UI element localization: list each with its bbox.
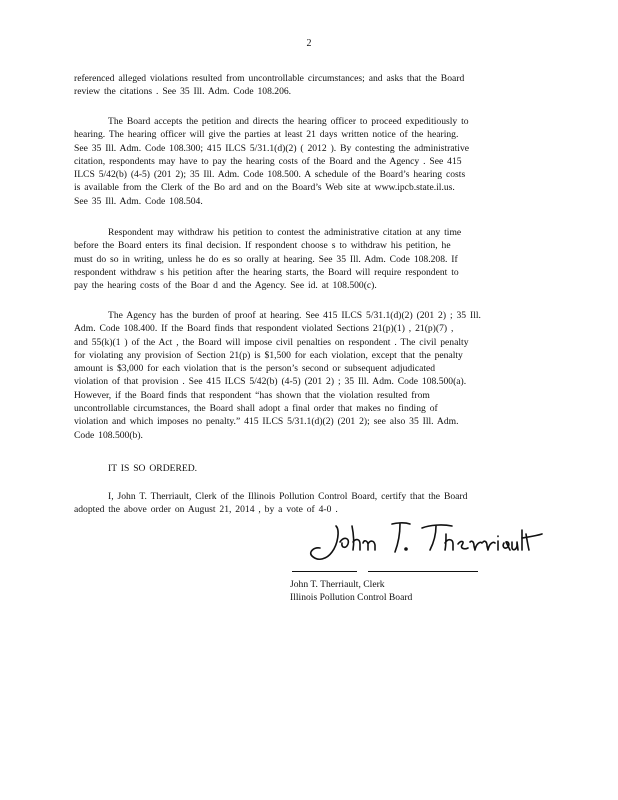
text-line: respondent withdraw s his petition after the hearing starts, the Board will require respondent to — [74, 266, 459, 278]
paragraph-burden-of-proof — [74, 309, 530, 442]
text-line: referenced alleged violations resulted from uncontrollable circumstances; and asks that the Board — [74, 73, 465, 84]
text-line: Respondent may withdraw his petition to contest the administrative citation at any time — [108, 227, 462, 238]
text-line: must do so in writing, unless he do es so orally at hearing. See 35 Ill. Adm. Code 108.208. If — [74, 253, 458, 265]
text-line: uncontrollable circumstances, the Board shall adopt a final order that makes no finding of — [74, 403, 438, 415]
text-line: However, if the Board finds that respondent “has shown that the violation resulted from — [74, 389, 430, 401]
handwritten-signature — [296, 512, 546, 572]
signature-line-right — [368, 571, 478, 572]
signature-line-left — [292, 571, 357, 572]
text-line: The Board accepts the petition and directs the hearing officer to proceed expeditiously to — [108, 116, 469, 127]
text-line: and 55(k)(1 ) of the Act , the Board will impose civil penalties on respondent . The civil penalty — [74, 336, 469, 348]
text-line: violation of that provision . See 415 ILCS 5/42(b) (4-5) (201 2) ; 35 Ill. Adm. Code 108.500(a). — [74, 376, 467, 388]
paragraph-withdraw — [74, 226, 530, 292]
text-line: The Agency has the burden of proof at hearing. See 415 ILCS 5/31.1(d)(2) (201 2) ; 35 Ill. — [108, 310, 481, 321]
text-line: ILCS 5/42(b) (4-5) (201 2); 35 Ill. Adm. Code 108.500. A schedule of the Board’s hearing costs — [74, 169, 466, 181]
text-line: See 35 Ill. Adm. Code 108.504. — [74, 195, 203, 207]
text-line: See 35 Ill. Adm. Code 108.300; 415 ILCS 5/31.1(d)(2) ( 2012 ). By contesting the administrative — [74, 142, 470, 154]
text-line: adopted the above order on August 21, 2014 , by a vote of 4-0 . — [74, 504, 338, 516]
text-line: is available from the Clerk of the Bo ard and on the Board’s Web site at www.ipcb.state.il.us. — [74, 182, 455, 194]
text-line: Adm. Code 108.400. If the Board finds that respondent violated Sections 21(p)(1) , 21(p)(7) , — [74, 323, 454, 335]
text-line: Code 108.500(b). — [74, 429, 143, 441]
signatory-title: Illinois Pollution Control Board — [290, 592, 413, 604]
paragraph-continuation — [74, 72, 530, 99]
text-line: for violating any provision of Section 21(p) is $1,500 for each violation, except that the penalty — [74, 349, 463, 361]
signatory-block — [290, 578, 412, 605]
text-line: IT IS SO ORDERED. — [108, 463, 198, 474]
text-line: review the citations . See 35 Ill. Adm. Code 108.206. — [74, 86, 292, 98]
text-line: amount is $3,000 for each violation that is the person’s second or subsequent adjudicated — [74, 363, 436, 375]
text-line: violation and which imposes no penalty.” 415 ILCS 5/31.1(d)(2) (201 2); see also 35 Ill. Adm. — [74, 416, 459, 428]
paragraph-so-ordered — [74, 462, 530, 475]
signatory-name: John T. Therriault, Clerk — [290, 579, 385, 590]
text-line: before the Board enters its final decision. If respondent choose s to withdraw his petition, he — [74, 240, 451, 252]
text-line: hearing. The hearing officer will give the parties at least 21 days written notice of the hearing. — [74, 129, 459, 141]
text-line: citation, respondents may have to pay the hearing costs of the Board and the Agency . See 415 — [74, 155, 462, 167]
text-line: pay the hearing costs of the Boar d and the Agency. See id. at 108.500(c). — [74, 280, 377, 292]
text-line: I, John T. Therriault, Clerk of the Illinois Pollution Control Board, certify that the Board — [108, 491, 468, 502]
paragraph-hearing — [74, 115, 530, 208]
page-number: 2 — [306, 38, 312, 49]
